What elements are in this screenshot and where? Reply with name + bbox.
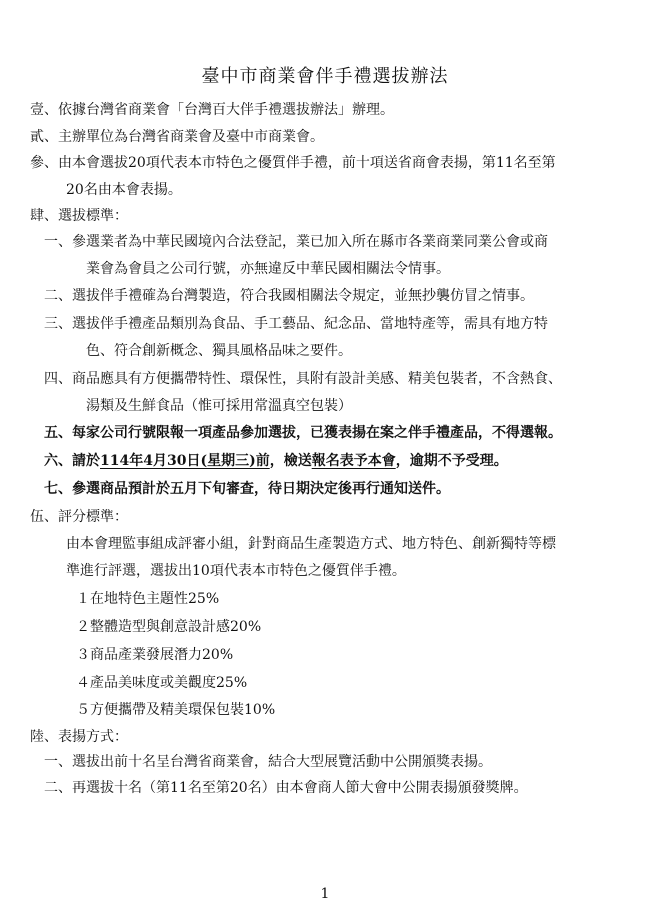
award-method-2: 二、再選拔十名（第11名至第20名）由本會商人節大會中公開表揚頒發獎牌。 [44, 780, 528, 796]
section-5-paragraph-line-1: 由本會理監事組成評審小組，針對商品生產製造方式、地方特色、創新獨特等標 [66, 536, 556, 552]
criterion-6-prefix: 六、請於 [44, 453, 100, 469]
section-5-heading: 伍、評分標準： [30, 509, 128, 525]
criterion-3-line-2: 色、符合創新概念、獨具風格品味之要件。 [86, 343, 352, 359]
criterion-1-line-2: 業會為會員之公司行號，亦無違反中華民國相關法令情事。 [86, 261, 450, 277]
criterion-7: 七、參選商品預計於五月下旬審查，待日期決定後再行通知送件。 [44, 481, 450, 497]
deadline-date: 114年4月30日(星期三)前 [100, 453, 270, 469]
page-number: 1 [320, 886, 330, 902]
section-3-line-1: 參、由本會選拔20項代表本市特色之優質伴手禮，前十項送省商會表揚，第11名至第 [30, 155, 556, 171]
section-1: 壹、依據台灣省商業會「台灣百大伴手禮選拔辦法」辦理。 [30, 102, 394, 118]
section-6-heading: 陸、表揚方式： [30, 729, 128, 745]
scoring-item-3: ３商品產業發展潛力20% [76, 647, 234, 663]
scoring-item-2: ２整體造型與創意設計感20% [76, 619, 262, 635]
section-5-paragraph-line-2: 準進行評選，選拔出10項代表本市特色之優質伴手禮。 [66, 563, 406, 579]
document-title: 臺中市商業會伴手禮選拔辦法 [201, 66, 449, 87]
section-3-line-2: 20名由本會表揚。 [66, 182, 182, 198]
criterion-4-line-1: 四、商品應具有方便攜帶特性、環保性，具附有設計美感、精美包裝者，不含熱食、 [44, 371, 562, 387]
criterion-3-line-1: 三、選拔伴手禮產品類別為食品、手工藝品、紀念品、當地特產等，需具有地方特 [44, 316, 548, 332]
criterion-6 [44, 451, 508, 471]
criterion-6-suffix: ，逾期不予受理。 [395, 453, 508, 469]
criterion-6-middle: ，檢送 [269, 453, 312, 469]
criterion-4-line-2: 湯類及生鮮食品（惟可採用常溫真空包裝） [86, 398, 352, 414]
scoring-item-1: １在地特色主題性25% [76, 591, 220, 607]
award-method-1: 一、選拔出前十名呈台灣省商業會，結合大型展覽活動中公開頒獎表揚。 [44, 754, 492, 770]
registration-form-text: 報名表予本會 [311, 453, 396, 469]
section-2: 貳、主辦單位為台灣省商業會及臺中市商業會。 [30, 129, 324, 145]
criterion-2: 二、選拔伴手禮確為台灣製造，符合我國相關法令規定，並無抄襲仿冒之情事。 [44, 288, 534, 304]
section-4-heading: 肆、選拔標準： [30, 208, 128, 224]
scoring-item-5: ５方便攜帶及精美環保包裝10% [76, 702, 276, 718]
scoring-item-4: ４產品美味度或美觀度25% [76, 675, 248, 691]
criterion-1-line-1: 一、參選業者為中華民國境內合法登記，業已加入所在縣市各業商業同業公會或商 [44, 234, 548, 250]
criterion-5: 五、每家公司行號限報一項產品參加選拔，已獲表揚在案之伴手禮產品，不得選報。 [44, 425, 562, 441]
